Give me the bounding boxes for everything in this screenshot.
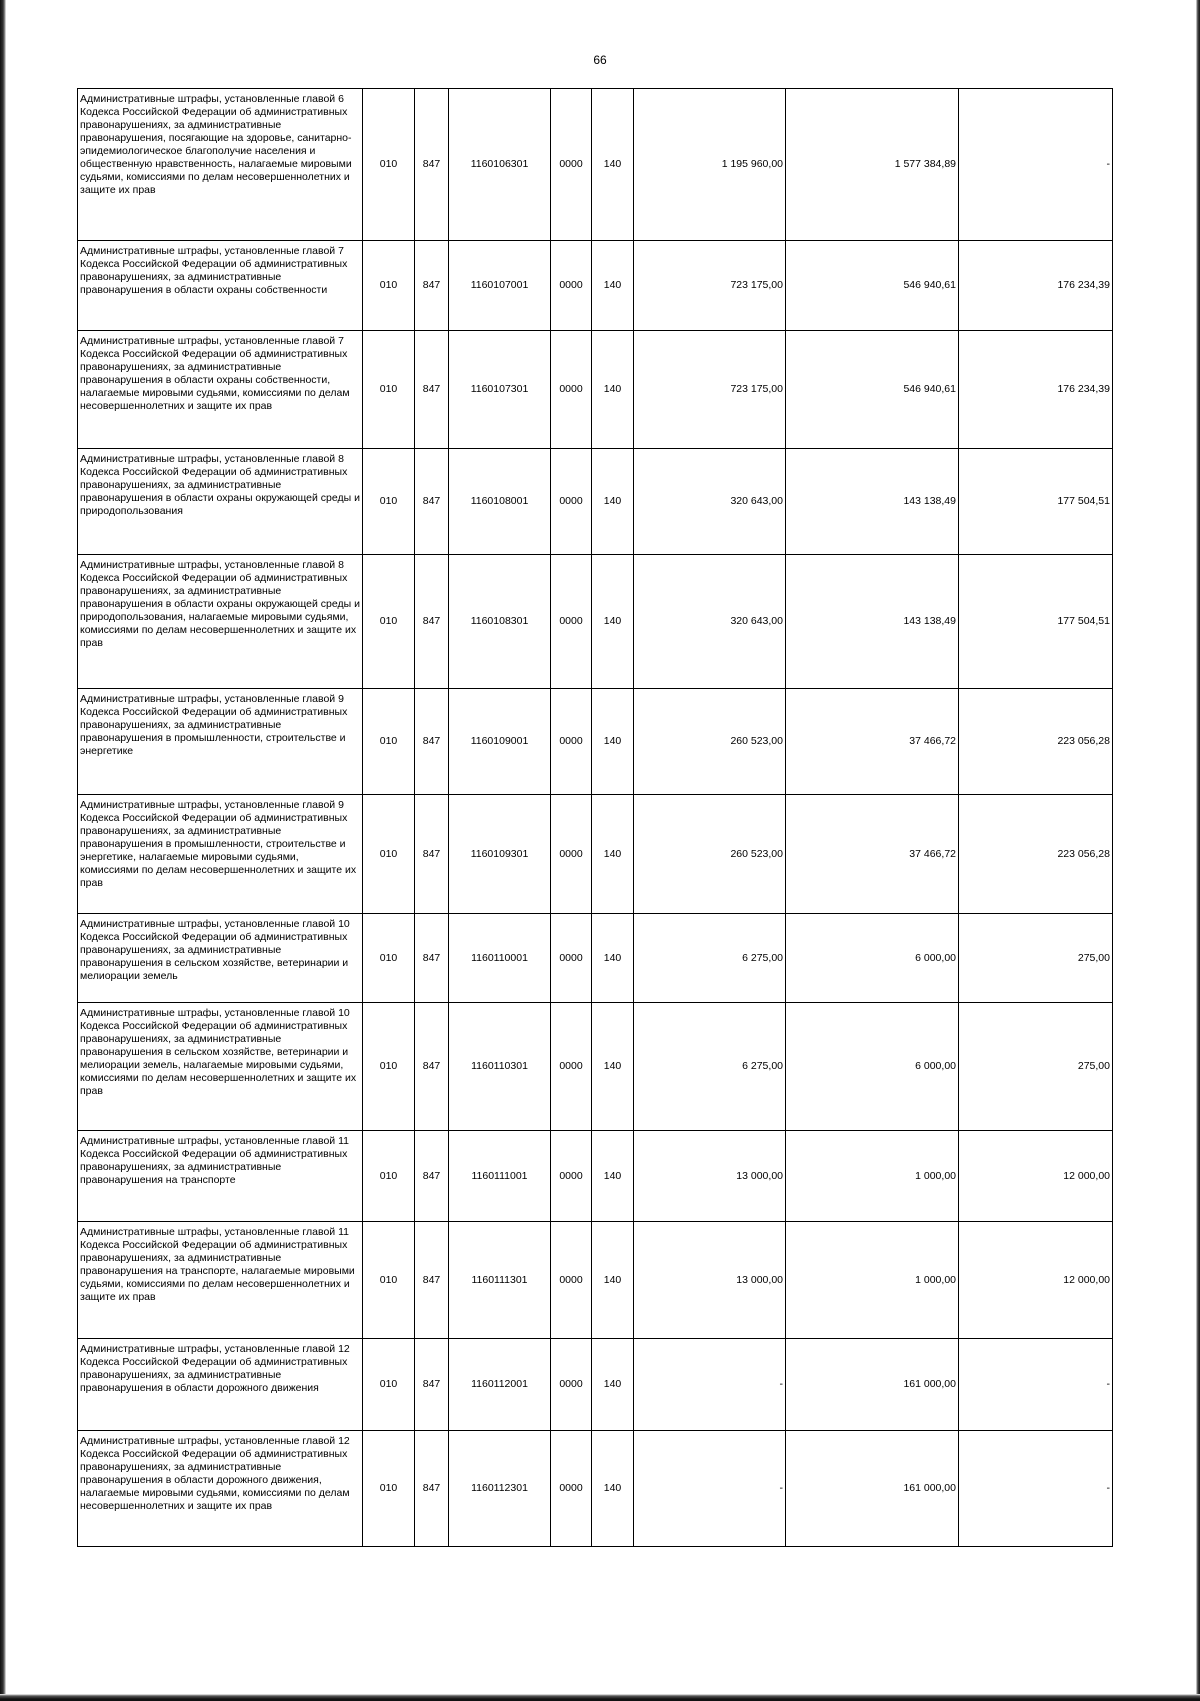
admin-code-cell: 847 — [415, 1131, 449, 1222]
amount-1-cell: 320 643,00 — [634, 555, 786, 689]
amount-1-cell: 723 175,00 — [634, 241, 786, 331]
class-code-cell: 140 — [592, 1131, 634, 1222]
amount-2-cell: 1 000,00 — [786, 1222, 959, 1339]
class-code-cell: 140 — [592, 1003, 634, 1131]
table-body — [78, 89, 1113, 1547]
fines-table — [77, 88, 1113, 1547]
amount-2-cell: 37 466,72 — [786, 795, 959, 914]
section-code-cell: 010 — [363, 689, 415, 795]
description-cell: Административные штрафы, установленные главой 10 Кодекса Российской Федерации об административных правонарушениях, за административные правонарушения в сельском хозяйстве, ветеринарии и мелиорации земель — [78, 914, 363, 1003]
kbk-code-cell: 1160108301 — [449, 555, 551, 689]
section-code-cell: 010 — [363, 1131, 415, 1222]
amount-2-cell: 37 466,72 — [786, 689, 959, 795]
amount-2-cell: 546 940,61 — [786, 331, 959, 449]
subtype-code-cell: 0000 — [551, 241, 592, 331]
amount-2-cell: 161 000,00 — [786, 1431, 959, 1547]
subtype-code-cell: 0000 — [551, 89, 592, 241]
class-code-cell: 140 — [592, 449, 634, 555]
amount-1-cell: 723 175,00 — [634, 331, 786, 449]
amount-3-cell: 223 056,28 — [959, 689, 1113, 795]
subtype-code-cell: 0000 — [551, 914, 592, 1003]
section-code-cell: 010 — [363, 1339, 415, 1431]
amount-3-cell: 223 056,28 — [959, 795, 1113, 914]
page-number: 66 — [593, 53, 607, 67]
description-cell: Административные штрафы, установленные главой 6 Кодекса Российской Федерации об административных правонарушениях, за административные правонарушения, посягающие на здоровье, санитарно-эпидемиологическое благополучие населения и общественную нравственность, налагаемые мировыми судьями, комиссиями по делам несовершеннолетних и защите их прав — [78, 89, 363, 241]
subtype-code-cell: 0000 — [551, 689, 592, 795]
amount-3-cell: 12 000,00 — [959, 1222, 1113, 1339]
amount-1-cell: 320 643,00 — [634, 449, 786, 555]
section-code-cell: 010 — [363, 555, 415, 689]
amount-1-cell: 260 523,00 — [634, 689, 786, 795]
class-code-cell: 140 — [592, 241, 634, 331]
kbk-code-cell: 1160106301 — [449, 89, 551, 241]
admin-code-cell: 847 — [415, 1339, 449, 1431]
description-cell: Административные штрафы, установленные главой 8 Кодекса Российской Федерации об административных правонарушениях, за административные правонарушения в области охраны окружающей среды и природопользования, налагаемые мировыми судьями, комиссиями по делам несовершеннолетних и защите их прав — [78, 555, 363, 689]
section-code-cell: 010 — [363, 89, 415, 241]
table-row — [78, 689, 1113, 795]
scan-edge-bottom — [0, 1694, 1200, 1701]
table-row — [78, 555, 1113, 689]
table-row — [78, 1431, 1113, 1547]
admin-code-cell: 847 — [415, 1003, 449, 1131]
kbk-code-cell: 1160109301 — [449, 795, 551, 914]
class-code-cell: 140 — [592, 1222, 634, 1339]
amount-3-cell: - — [959, 1431, 1113, 1547]
amount-1-cell: 13 000,00 — [634, 1222, 786, 1339]
section-code-cell: 010 — [363, 331, 415, 449]
amount-2-cell: 6 000,00 — [786, 1003, 959, 1131]
description-cell: Административные штрафы, установленные главой 10 Кодекса Российской Федерации об административных правонарушениях, за административные правонарушения в сельском хозяйстве, ветеринарии и мелиорации земель, налагаемые мировыми судьями, комиссиями по делам несовершеннолетних и защите их прав — [78, 1003, 363, 1131]
table-row — [78, 241, 1113, 331]
admin-code-cell: 847 — [415, 795, 449, 914]
admin-code-cell: 847 — [415, 555, 449, 689]
amount-2-cell: 546 940,61 — [786, 241, 959, 331]
scan-edge-right — [1196, 0, 1200, 1701]
section-code-cell: 010 — [363, 795, 415, 914]
amount-3-cell: 275,00 — [959, 914, 1113, 1003]
description-cell: Административные штрафы, установленные главой 7 Кодекса Российской Федерации об административных правонарушениях, за административные правонарушения в области охраны собственности, налагаемые мировыми судьями, комиссиями по делам несовершеннолетних и защите их прав — [78, 331, 363, 449]
description-cell: Административные штрафы, установленные главой 12 Кодекса Российской Федерации об административных правонарушениях, за административные правонарушения в области дорожного движения — [78, 1339, 363, 1431]
table-row — [78, 1131, 1113, 1222]
class-code-cell: 140 — [592, 795, 634, 914]
class-code-cell: 140 — [592, 89, 634, 241]
kbk-code-cell: 1160112001 — [449, 1339, 551, 1431]
amount-3-cell: 176 234,39 — [959, 331, 1113, 449]
amount-3-cell: 177 504,51 — [959, 555, 1113, 689]
amount-3-cell: 12 000,00 — [959, 1131, 1113, 1222]
amount-2-cell: 6 000,00 — [786, 914, 959, 1003]
subtype-code-cell: 0000 — [551, 1003, 592, 1131]
section-code-cell: 010 — [363, 449, 415, 555]
description-cell: Административные штрафы, установленные главой 9 Кодекса Российской Федерации об административных правонарушениях, за административные правонарушения в промышленности, строительстве и энергетике — [78, 689, 363, 795]
admin-code-cell: 847 — [415, 1222, 449, 1339]
table-row — [78, 449, 1113, 555]
amount-1-cell: 1 195 960,00 — [634, 89, 786, 241]
amount-3-cell: 177 504,51 — [959, 449, 1113, 555]
kbk-code-cell: 1160110301 — [449, 1003, 551, 1131]
amount-3-cell: 176 234,39 — [959, 241, 1113, 331]
section-code-cell: 010 — [363, 1222, 415, 1339]
amount-3-cell: - — [959, 89, 1113, 241]
amount-2-cell: 1 000,00 — [786, 1131, 959, 1222]
subtype-code-cell: 0000 — [551, 1431, 592, 1547]
table-row — [78, 1222, 1113, 1339]
description-cell: Административные штрафы, установленные главой 7 Кодекса Российской Федерации об административных правонарушениях, за административные правонарушения в области охраны собственности — [78, 241, 363, 331]
kbk-code-cell: 1160110001 — [449, 914, 551, 1003]
subtype-code-cell: 0000 — [551, 1131, 592, 1222]
kbk-code-cell: 1160109001 — [449, 689, 551, 795]
subtype-code-cell: 0000 — [551, 449, 592, 555]
amount-2-cell: 1 577 384,89 — [786, 89, 959, 241]
subtype-code-cell: 0000 — [551, 331, 592, 449]
description-cell: Административные штрафы, установленные главой 9 Кодекса Российской Федерации об административных правонарушениях, за административные правонарушения в промышленности, строительстве и энергетике, налагаемые мировыми судьями, комиссиями по делам несовершеннолетних и защите их прав — [78, 795, 363, 914]
amount-3-cell: - — [959, 1339, 1113, 1431]
section-code-cell: 010 — [363, 1003, 415, 1131]
class-code-cell: 140 — [592, 689, 634, 795]
admin-code-cell: 847 — [415, 241, 449, 331]
kbk-code-cell: 1160111301 — [449, 1222, 551, 1339]
amount-2-cell: 143 138,49 — [786, 555, 959, 689]
admin-code-cell: 847 — [415, 331, 449, 449]
kbk-code-cell: 1160112301 — [449, 1431, 551, 1547]
amount-1-cell: 6 275,00 — [634, 914, 786, 1003]
amount-3-cell: 275,00 — [959, 1003, 1113, 1131]
section-code-cell: 010 — [363, 1431, 415, 1547]
admin-code-cell: 847 — [415, 89, 449, 241]
section-code-cell: 010 — [363, 914, 415, 1003]
section-code-cell: 010 — [363, 241, 415, 331]
table-row — [78, 914, 1113, 1003]
amount-1-cell: 260 523,00 — [634, 795, 786, 914]
amount-1-cell: - — [634, 1339, 786, 1431]
table-row — [78, 1339, 1113, 1431]
admin-code-cell: 847 — [415, 689, 449, 795]
kbk-code-cell: 1160111001 — [449, 1131, 551, 1222]
amount-1-cell: - — [634, 1431, 786, 1547]
class-code-cell: 140 — [592, 914, 634, 1003]
description-cell: Административные штрафы, установленные главой 11 Кодекса Российской Федерации об административных правонарушениях, за административные правонарушения на транспорте — [78, 1131, 363, 1222]
subtype-code-cell: 0000 — [551, 1339, 592, 1431]
description-cell: Административные штрафы, установленные главой 8 Кодекса Российской Федерации об административных правонарушениях, за административные правонарушения в области охраны окружающей среды и природопользования — [78, 449, 363, 555]
table-row — [78, 795, 1113, 914]
amount-1-cell: 13 000,00 — [634, 1131, 786, 1222]
subtype-code-cell: 0000 — [551, 555, 592, 689]
class-code-cell: 140 — [592, 555, 634, 689]
class-code-cell: 140 — [592, 1339, 634, 1431]
table-row — [78, 1003, 1113, 1131]
admin-code-cell: 847 — [415, 449, 449, 555]
kbk-code-cell: 1160107001 — [449, 241, 551, 331]
description-cell: Административные штрафы, установленные главой 11 Кодекса Российской Федерации об административных правонарушениях, за административные правонарушения на транспорте, налагаемые мировыми судьями, комиссиями по делам несовершеннолетних и защите их прав — [78, 1222, 363, 1339]
class-code-cell: 140 — [592, 331, 634, 449]
admin-code-cell: 847 — [415, 914, 449, 1003]
table-row — [78, 89, 1113, 241]
subtype-code-cell: 0000 — [551, 795, 592, 914]
description-cell: Административные штрафы, установленные главой 12 Кодекса Российской Федерации об административных правонарушениях, за административные правонарушения в области дорожного движения, налагаемые мировыми судьями, комиссиями по делам несовершеннолетних и защите их прав — [78, 1431, 363, 1547]
kbk-code-cell: 1160107301 — [449, 331, 551, 449]
kbk-code-cell: 1160108001 — [449, 449, 551, 555]
scan-edge-left — [0, 0, 6, 1701]
amount-1-cell: 6 275,00 — [634, 1003, 786, 1131]
class-code-cell: 140 — [592, 1431, 634, 1547]
amount-2-cell: 161 000,00 — [786, 1339, 959, 1431]
table-row — [78, 331, 1113, 449]
admin-code-cell: 847 — [415, 1431, 449, 1547]
subtype-code-cell: 0000 — [551, 1222, 592, 1339]
amount-2-cell: 143 138,49 — [786, 449, 959, 555]
